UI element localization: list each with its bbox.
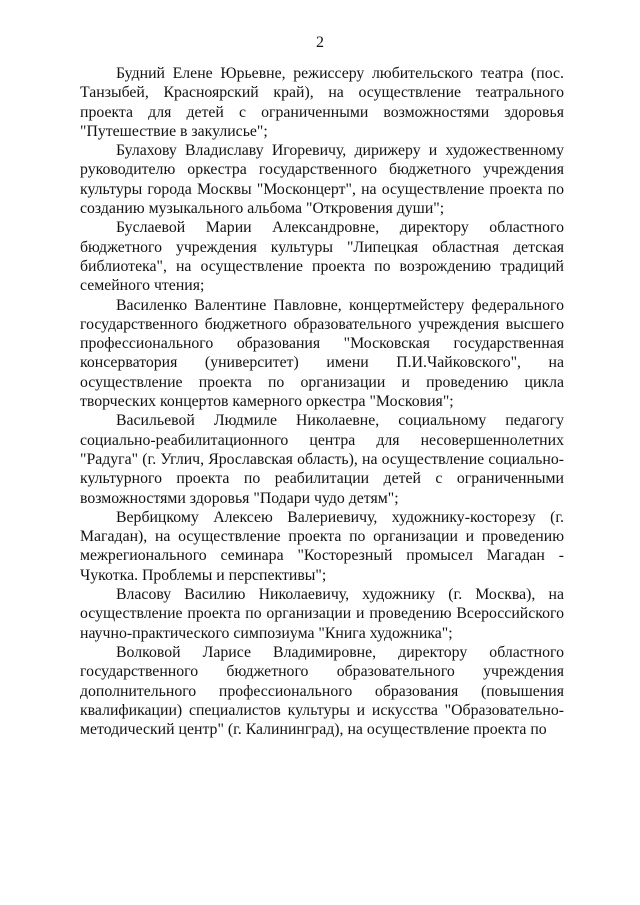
paragraph-budnaya: Будний Елене Юрьевне, режиссеру любительского театра (пос. Танзыбей, Красноярский край), на осуществление театрального проекта для детей с ограниченными возможностями здоровья "Путешествие в закулисье";	[80, 65, 564, 140]
paragraph-vasilenko: Василенко Валентине Павловне, концертмейстеру федерального государственного бюджетного образовательного учреждения высшего профессионального образования "Московская государственная консерватория (университет) имени П.И.Чайковского", на осуществление проекта по организации и проведению цикла творческих концертов камерного оркестра "Московия";	[80, 296, 564, 411]
paragraph-buslaeva: Буслаевой Марии Александровне, директору областного бюджетного учреждения культуры "Липецкая областная детская библиотека", на осуществление проекта по возрождению традиций семейного чтения;	[80, 219, 564, 295]
paragraph-vasilyeva: Васильевой Людмиле Николаевне, социальному педагогу социально-реабилитационного центра для несовершеннолетних "Радуга" (г. Углич, Ярославская область), на осуществление социально-культурного проекта по реабилитации детей с ограниченными возможностями здоровья "Подари чудо детям";	[80, 412, 564, 507]
paragraph-volkova: Волковой Ларисе Владимировне, директору областного государственного бюджетного образовательного учреждения дополнительного профессионального образования (повышения квалификации) специалистов культуры и искусства "Образовательно-методический центр" (г. Калининград), на осуществление проекта по	[80, 643, 564, 739]
page-number: 2	[316, 34, 324, 51]
paragraph-vlasov: Власову Василию Николаевичу, художнику (г. Москва), на осуществление проекта по организации и проведению Всероссийского научно-практического симпозиума "Книга художника";	[80, 586, 564, 642]
paragraph-verbitsky: Вербицкому Алексею Валериевичу, художнику-косторезу (г. Магадан), на осуществление проекта по организации и проведению межрегионального семинара "Косторезный промысел Магадан - Чукотка. Проблемы и перспективы";	[80, 508, 564, 584]
document-body	[80, 64, 564, 739]
paragraph-bulakhov: Булахову Владиславу Игоревичу, дирижеру и художественному руководителю оркестра государственного бюджетного учреждения культуры города Москвы "Москонцерт", на осуществление проекта по созданию музыкального альбома "Откровения души";	[80, 142, 564, 218]
